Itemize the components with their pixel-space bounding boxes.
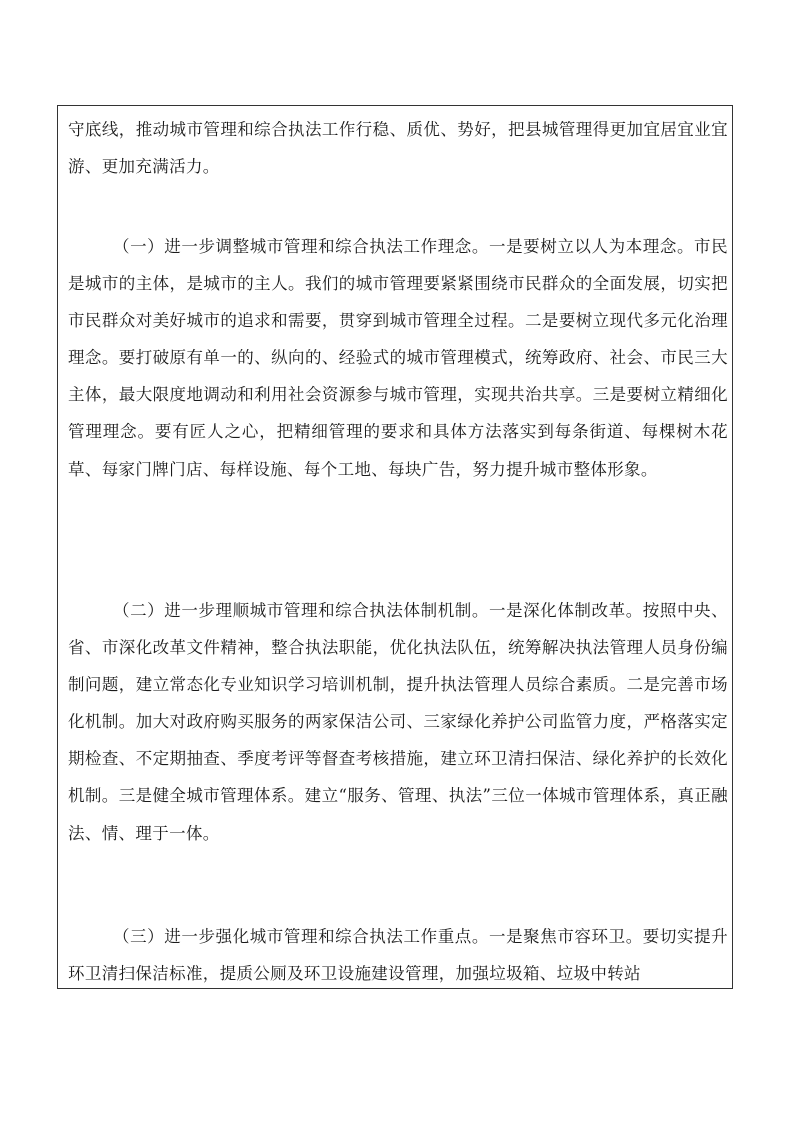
- paragraph-continuation: 守底线，推动城市管理和综合执法工作行稳、质优、势好，把县城管理得更加宜居宜业宜游、更加充满活力。: [68, 120, 728, 177]
- paragraph-section-2: （二）进一步理顺城市管理和综合执法体制机制。一是深化体制改革。按照中央、省、市深化改革文件精神，整合执法职能，优化执法队伍，统筹解决执法管理人员身份编制问题，建立常态化专业知识学习培训机制，提升执法管理人员综合素质。二是完善市场化机制。加大对政府购买服务的两家保洁公司、三家绿化养护公司监管力度，严格落实定期检查、不定期抽查、季度考评等督查考核措施，建立环卫清扫保洁、绿化养护的长效化机制。三是健全城市管理体系。建立“服务、管理、执法”三位一体城市管理体系，真正融法、情、理于一体。: [68, 601, 728, 843]
- paragraph-section-3: （三）进一步强化城市管理和综合执法工作重点。一是聚焦市容环卫。要切实提升环卫清扫保洁标准，提质公厕及环卫设施建设管理，加强垃圾箱、垃圾中转站: [68, 927, 728, 984]
- paragraph-section-1: （一）进一步调整城市管理和综合执法工作理念。一是要树立以人为本理念。市民是城市的主体，是城市的主人。我们的城市管理要紧紧围绕市民群众的全面发展，切实把市民群众对美好城市的追求和需要，贯穿到城市管理全过程。二是要树立现代多元化治理理念。要打破原有单一的、纵向的、经验式的城市管理模式，统筹政府、社会、市民三大主体，最大限度地调动和利用社会资源参与城市管理，实现共治共享。三是要树立精细化管理理念。要有匠人之心，把精细管理的要求和具体方法落实到每条街道、每棵树木花草、每家门牌门店、每样设施、每个工地、每块广告，努力提升城市整体形象。: [68, 237, 728, 479]
